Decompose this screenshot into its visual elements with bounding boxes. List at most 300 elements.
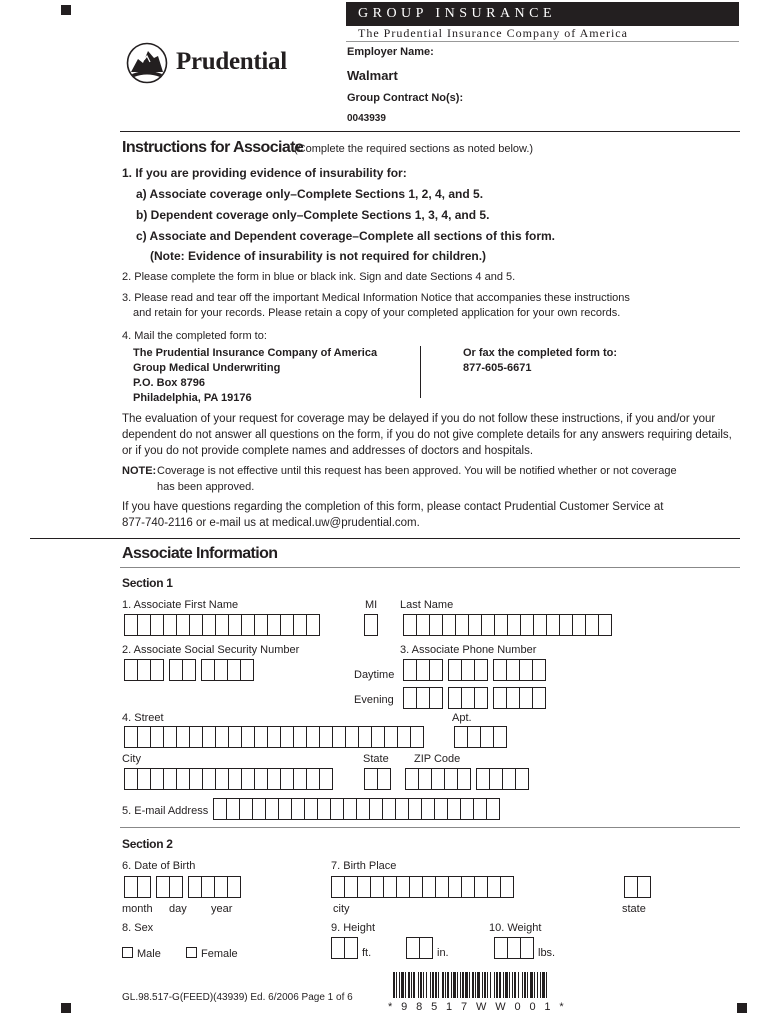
char-box[interactable] bbox=[494, 614, 508, 636]
char-box[interactable] bbox=[319, 768, 333, 790]
box-group[interactable] bbox=[201, 659, 253, 681]
char-box[interactable] bbox=[176, 726, 190, 748]
char-box[interactable] bbox=[278, 798, 292, 820]
email-boxes[interactable] bbox=[213, 798, 499, 820]
char-box[interactable] bbox=[267, 768, 281, 790]
char-box[interactable] bbox=[214, 659, 228, 681]
char-box[interactable] bbox=[520, 937, 534, 959]
char-box[interactable] bbox=[344, 937, 358, 959]
char-box[interactable] bbox=[532, 687, 546, 709]
char-box[interactable] bbox=[532, 659, 546, 681]
mail-fax-divider bbox=[420, 346, 421, 398]
barcode-bar bbox=[418, 972, 419, 998]
company-name: The Prudential Insurance Company of America bbox=[358, 26, 628, 40]
char-box[interactable] bbox=[364, 614, 378, 636]
corner-mark-bottom-right bbox=[737, 1003, 747, 1013]
char-box[interactable] bbox=[137, 614, 151, 636]
instruction-item-3-line1: 3. Please read and tear off the important Medical Information Notice that accompanies these instructions bbox=[122, 292, 630, 304]
char-box[interactable] bbox=[150, 659, 164, 681]
char-box[interactable] bbox=[493, 726, 507, 748]
char-box[interactable] bbox=[357, 876, 371, 898]
char-box[interactable] bbox=[215, 768, 229, 790]
char-box[interactable] bbox=[201, 876, 215, 898]
instructions-top-rule bbox=[120, 131, 740, 132]
box-group[interactable] bbox=[124, 876, 150, 898]
char-box[interactable] bbox=[474, 687, 488, 709]
char-box[interactable] bbox=[306, 614, 320, 636]
char-box[interactable] bbox=[124, 876, 138, 898]
dob-boxes[interactable] bbox=[124, 876, 246, 898]
char-box[interactable] bbox=[624, 876, 638, 898]
barcode-bar bbox=[435, 972, 437, 998]
char-box[interactable] bbox=[474, 659, 488, 681]
barcode-bar bbox=[445, 972, 446, 998]
box-group[interactable] bbox=[188, 876, 240, 898]
weight-boxes[interactable] bbox=[494, 937, 533, 959]
char-box[interactable] bbox=[228, 768, 242, 790]
char-box[interactable] bbox=[382, 798, 396, 820]
char-box[interactable] bbox=[448, 659, 462, 681]
char-box[interactable] bbox=[189, 768, 203, 790]
char-box[interactable] bbox=[473, 798, 487, 820]
rock-logo-icon bbox=[126, 42, 168, 84]
char-box[interactable] bbox=[254, 768, 268, 790]
char-box[interactable] bbox=[293, 614, 307, 636]
char-box[interactable] bbox=[431, 768, 445, 790]
birth-place-city-boxes[interactable] bbox=[331, 876, 513, 898]
char-box[interactable] bbox=[280, 726, 294, 748]
char-box[interactable] bbox=[331, 937, 345, 959]
weight-label: 10. Weight bbox=[489, 922, 542, 934]
evaluation-text-line: or if you do not provide complete names and addresses of doctors and hospitals. bbox=[122, 445, 534, 457]
mail-address-line: The Prudential Insurance Company of America bbox=[133, 347, 378, 359]
char-box[interactable] bbox=[291, 798, 305, 820]
barcode-bar bbox=[503, 972, 504, 998]
dob-label: 6. Date of Birth bbox=[122, 860, 196, 872]
sex-label: 8. Sex bbox=[122, 922, 154, 934]
char-box[interactable] bbox=[598, 614, 612, 636]
box-group[interactable] bbox=[403, 659, 442, 681]
mi-label: MI bbox=[365, 599, 378, 611]
char-box[interactable] bbox=[254, 726, 268, 748]
barcode-bar bbox=[393, 972, 395, 998]
ssn-boxes[interactable] bbox=[124, 659, 259, 681]
month-label: month bbox=[122, 903, 153, 915]
barcode-bar bbox=[484, 972, 486, 998]
apt-boxes[interactable] bbox=[454, 726, 506, 748]
barcode-bar bbox=[399, 972, 400, 998]
char-box[interactable] bbox=[202, 726, 216, 748]
barcode-bar bbox=[442, 972, 444, 998]
char-box[interactable] bbox=[494, 937, 508, 959]
char-box[interactable] bbox=[137, 659, 151, 681]
char-box[interactable] bbox=[546, 614, 560, 636]
char-box[interactable] bbox=[202, 768, 216, 790]
char-box[interactable] bbox=[403, 659, 417, 681]
char-box[interactable] bbox=[468, 614, 482, 636]
char-box[interactable] bbox=[169, 876, 183, 898]
char-box[interactable] bbox=[371, 726, 385, 748]
char-box[interactable] bbox=[137, 876, 151, 898]
char-box[interactable] bbox=[267, 614, 281, 636]
char-box[interactable] bbox=[585, 614, 599, 636]
char-box[interactable] bbox=[156, 876, 170, 898]
char-box[interactable] bbox=[241, 726, 255, 748]
daytime-phone-boxes[interactable] bbox=[403, 659, 551, 681]
birth-place-state-boxes[interactable] bbox=[624, 876, 650, 898]
box-group[interactable] bbox=[493, 687, 545, 709]
char-box[interactable] bbox=[169, 659, 183, 681]
char-box[interactable] bbox=[241, 614, 255, 636]
note-text-line2: has been approved. bbox=[157, 481, 255, 493]
char-box[interactable] bbox=[448, 876, 462, 898]
daytime-label: Daytime bbox=[354, 669, 395, 681]
char-box[interactable] bbox=[176, 768, 190, 790]
char-box[interactable] bbox=[332, 726, 346, 748]
char-box[interactable] bbox=[637, 876, 651, 898]
char-box[interactable] bbox=[188, 876, 202, 898]
char-box[interactable] bbox=[419, 937, 433, 959]
barcode-bar bbox=[496, 972, 498, 998]
barcode-bar bbox=[447, 972, 449, 998]
barcode-bar bbox=[482, 972, 483, 998]
char-box[interactable] bbox=[215, 726, 229, 748]
char-box[interactable] bbox=[559, 614, 573, 636]
char-box[interactable] bbox=[384, 726, 398, 748]
barcode-bar bbox=[490, 972, 491, 998]
barcode-bar bbox=[546, 972, 547, 998]
first-name-label: 1. Associate First Name bbox=[122, 599, 239, 611]
height-in-boxes[interactable] bbox=[406, 937, 432, 959]
char-box[interactable] bbox=[447, 798, 461, 820]
char-box[interactable] bbox=[228, 614, 242, 636]
char-box[interactable] bbox=[416, 614, 430, 636]
box-group[interactable] bbox=[156, 876, 182, 898]
char-box[interactable] bbox=[519, 659, 533, 681]
char-box[interactable] bbox=[254, 614, 268, 636]
char-box[interactable] bbox=[182, 659, 196, 681]
header-rule bbox=[346, 41, 739, 42]
box-group[interactable] bbox=[448, 687, 487, 709]
char-box[interactable] bbox=[418, 768, 432, 790]
char-box[interactable] bbox=[435, 876, 449, 898]
char-box[interactable] bbox=[409, 876, 423, 898]
box-group[interactable] bbox=[405, 768, 470, 790]
char-box[interactable] bbox=[572, 614, 586, 636]
instruction-item-1c: c) Associate and Dependent coverage–Complete all sections of this form. bbox=[136, 229, 555, 243]
char-box[interactable] bbox=[213, 798, 227, 820]
char-box[interactable] bbox=[429, 614, 443, 636]
birth-state-label: state bbox=[622, 903, 646, 915]
first-name-boxes[interactable] bbox=[124, 614, 319, 636]
employer-name-value: Walmart bbox=[347, 68, 398, 83]
char-box[interactable] bbox=[506, 659, 520, 681]
char-box[interactable] bbox=[124, 726, 138, 748]
char-box[interactable] bbox=[408, 798, 422, 820]
barcode-bar bbox=[499, 972, 501, 998]
char-box[interactable] bbox=[519, 687, 533, 709]
char-box[interactable] bbox=[506, 687, 520, 709]
char-box[interactable] bbox=[500, 876, 514, 898]
barcode-bar bbox=[411, 972, 412, 998]
logo-text: Prudential bbox=[176, 48, 287, 75]
box-group[interactable] bbox=[448, 659, 487, 681]
instruction-item-2: 2. Please complete the form in blue or black ink. Sign and date Sections 4 and 5. bbox=[122, 271, 516, 283]
char-box[interactable] bbox=[481, 614, 495, 636]
char-box[interactable] bbox=[202, 614, 216, 636]
char-box[interactable] bbox=[460, 798, 474, 820]
char-box[interactable] bbox=[201, 659, 215, 681]
barcode-bar bbox=[494, 972, 495, 998]
char-box[interactable] bbox=[416, 687, 430, 709]
note-text-line1: Coverage is not effective until this request has been approved. You will be notified whether or not coverage bbox=[157, 465, 677, 477]
char-box[interactable] bbox=[124, 768, 138, 790]
char-box[interactable] bbox=[304, 798, 318, 820]
char-box[interactable] bbox=[422, 876, 436, 898]
char-box[interactable] bbox=[240, 659, 254, 681]
char-box[interactable] bbox=[476, 768, 490, 790]
barcode-bar bbox=[396, 972, 397, 998]
char-box[interactable] bbox=[489, 768, 503, 790]
char-box[interactable] bbox=[124, 659, 138, 681]
char-box[interactable] bbox=[252, 798, 266, 820]
char-box[interactable] bbox=[395, 798, 409, 820]
char-box[interactable] bbox=[137, 726, 151, 748]
contact-text-line2: 877-740-2116 or e-mail us at medical.uw@prudential.com. bbox=[122, 517, 420, 529]
barcode-bar bbox=[505, 972, 508, 998]
char-box[interactable] bbox=[150, 768, 164, 790]
char-box[interactable] bbox=[429, 659, 443, 681]
lbs-unit: lbs. bbox=[538, 947, 556, 959]
height-label: 9. Height bbox=[331, 922, 376, 934]
male-checkbox[interactable] bbox=[122, 947, 133, 958]
char-box[interactable] bbox=[280, 614, 294, 636]
char-box[interactable] bbox=[405, 768, 419, 790]
box-group[interactable] bbox=[403, 687, 442, 709]
char-box[interactable] bbox=[293, 726, 307, 748]
barcode bbox=[393, 972, 633, 998]
char-box[interactable] bbox=[396, 876, 410, 898]
barcode-bar bbox=[462, 972, 464, 998]
barcode-bar bbox=[534, 972, 535, 998]
state-boxes[interactable] bbox=[364, 768, 390, 790]
char-box[interactable] bbox=[403, 687, 417, 709]
barcode-bar bbox=[465, 972, 468, 998]
instruction-item-1b: b) Dependent coverage only–Complete Sections 1, 3, 4, and 5. bbox=[136, 208, 490, 222]
barcode-bar bbox=[524, 972, 526, 998]
char-box[interactable] bbox=[397, 726, 411, 748]
char-box[interactable] bbox=[150, 726, 164, 748]
barcode-bar bbox=[512, 972, 513, 998]
char-box[interactable] bbox=[306, 726, 320, 748]
char-box[interactable] bbox=[502, 768, 516, 790]
street-label: 4. Street bbox=[122, 712, 164, 724]
barcode-bar bbox=[509, 972, 510, 998]
char-box[interactable] bbox=[434, 798, 448, 820]
employer-name-label: Employer Name: bbox=[347, 46, 434, 58]
last-name-boxes[interactable] bbox=[403, 614, 611, 636]
char-box[interactable] bbox=[331, 876, 345, 898]
barcode-bar bbox=[514, 972, 516, 998]
barcode-bar bbox=[518, 972, 519, 998]
char-box[interactable] bbox=[493, 659, 507, 681]
char-box[interactable] bbox=[520, 614, 534, 636]
char-box[interactable] bbox=[356, 798, 370, 820]
char-box[interactable] bbox=[370, 876, 384, 898]
city-boxes[interactable] bbox=[124, 768, 332, 790]
barcode-bar bbox=[451, 972, 452, 998]
char-box[interactable] bbox=[163, 768, 177, 790]
instruction-item-1-note: (Note: Evidence of insurability is not required for children.) bbox=[150, 249, 487, 263]
char-box[interactable] bbox=[306, 768, 320, 790]
barcode-bar bbox=[527, 972, 528, 998]
barcode-bar bbox=[423, 972, 424, 998]
barcode-bar bbox=[457, 972, 458, 998]
fax-number: 877-605-6671 bbox=[463, 362, 532, 374]
mi-box[interactable] bbox=[364, 614, 377, 636]
char-box[interactable] bbox=[533, 614, 547, 636]
char-box[interactable] bbox=[377, 768, 391, 790]
char-box[interactable] bbox=[467, 726, 481, 748]
char-box[interactable] bbox=[317, 798, 331, 820]
char-box[interactable] bbox=[515, 768, 529, 790]
char-box[interactable] bbox=[343, 798, 357, 820]
char-box[interactable] bbox=[507, 937, 521, 959]
char-box[interactable] bbox=[226, 798, 240, 820]
char-box[interactable] bbox=[150, 614, 164, 636]
char-box[interactable] bbox=[163, 726, 177, 748]
box-group[interactable] bbox=[169, 659, 195, 681]
char-box[interactable] bbox=[280, 768, 294, 790]
char-box[interactable] bbox=[189, 614, 203, 636]
box-group[interactable] bbox=[476, 768, 528, 790]
city-label: City bbox=[122, 753, 141, 765]
note-label: NOTE: bbox=[122, 465, 157, 477]
char-box[interactable] bbox=[176, 614, 190, 636]
char-box[interactable] bbox=[448, 687, 462, 709]
year-label: year bbox=[211, 903, 233, 915]
state-label: State bbox=[363, 753, 389, 765]
char-box[interactable] bbox=[364, 768, 378, 790]
char-box[interactable] bbox=[461, 659, 475, 681]
char-box[interactable] bbox=[293, 768, 307, 790]
char-box[interactable] bbox=[455, 614, 469, 636]
char-box[interactable] bbox=[267, 726, 281, 748]
day-label: day bbox=[169, 903, 187, 915]
corner-mark-top-left bbox=[61, 5, 71, 15]
barcode-bar bbox=[438, 972, 439, 998]
barcode-bar bbox=[420, 972, 422, 998]
char-box[interactable] bbox=[507, 614, 521, 636]
char-box[interactable] bbox=[215, 614, 229, 636]
apt-label: Apt. bbox=[452, 712, 472, 724]
phone-label: 3. Associate Phone Number bbox=[400, 644, 537, 656]
barcode-bar bbox=[540, 972, 541, 998]
char-box[interactable] bbox=[429, 687, 443, 709]
char-box[interactable] bbox=[227, 876, 241, 898]
char-box[interactable] bbox=[454, 726, 468, 748]
char-box[interactable] bbox=[265, 798, 279, 820]
char-box[interactable] bbox=[416, 659, 430, 681]
barcode-bar bbox=[413, 972, 415, 998]
box-group[interactable] bbox=[124, 659, 163, 681]
char-box[interactable] bbox=[457, 768, 471, 790]
instruction-item-3-line2: and retain for your records. Please retain a copy of your completed application for your own records. bbox=[133, 307, 621, 319]
char-box[interactable] bbox=[163, 614, 177, 636]
contact-text-line1: If you have questions regarding the completion of this form, please contact Prudential Customer Service at bbox=[122, 501, 664, 513]
char-box[interactable] bbox=[369, 798, 383, 820]
char-box[interactable] bbox=[137, 768, 151, 790]
zip-boxes[interactable] bbox=[405, 768, 534, 790]
char-box[interactable] bbox=[189, 726, 203, 748]
birth-place-label: 7. Birth Place bbox=[331, 860, 397, 872]
male-option[interactable]: Male bbox=[122, 947, 161, 961]
female-option[interactable]: Female bbox=[186, 947, 238, 961]
char-box[interactable] bbox=[358, 726, 372, 748]
in-unit: in. bbox=[437, 947, 449, 959]
char-box[interactable] bbox=[486, 798, 500, 820]
height-ft-box[interactable] bbox=[331, 937, 357, 959]
barcode-bar bbox=[472, 972, 474, 998]
char-box[interactable] bbox=[228, 726, 242, 748]
section-1-title: Section 1 bbox=[122, 576, 173, 590]
char-box[interactable] bbox=[487, 876, 501, 898]
char-box[interactable] bbox=[461, 876, 475, 898]
last-name-label: Last Name bbox=[400, 599, 454, 611]
mail-address-line: Group Medical Underwriting bbox=[133, 362, 281, 374]
char-box[interactable] bbox=[383, 876, 397, 898]
instructions-subtitle: (Complete the required sections as noted below.) bbox=[294, 143, 534, 155]
barcode-bar bbox=[487, 972, 488, 998]
char-box[interactable] bbox=[344, 876, 358, 898]
char-box[interactable] bbox=[403, 614, 417, 636]
email-label: 5. E-mail Address bbox=[122, 805, 209, 817]
char-box[interactable] bbox=[319, 726, 333, 748]
instruction-item-1a: a) Associate coverage only–Complete Sections 1, 2, 4, and 5. bbox=[136, 187, 484, 201]
char-box[interactable] bbox=[345, 726, 359, 748]
barcode-bar bbox=[537, 972, 538, 998]
associate-title-rule bbox=[120, 567, 740, 568]
char-box[interactable] bbox=[239, 798, 253, 820]
char-box[interactable] bbox=[480, 726, 494, 748]
evaluation-text-line: The evaluation of your request for coverage may be delayed if you do not follow these instructions, if you and/or your bbox=[122, 413, 716, 425]
barcode-bar bbox=[522, 972, 523, 998]
evening-phone-boxes[interactable] bbox=[403, 687, 551, 709]
barcode-text: * 9 8 5 1 7 W W 0 0 1 * bbox=[388, 1001, 567, 1013]
char-box[interactable] bbox=[444, 768, 458, 790]
char-box[interactable] bbox=[474, 876, 488, 898]
char-box[interactable] bbox=[330, 798, 344, 820]
char-box[interactable] bbox=[442, 614, 456, 636]
char-box[interactable] bbox=[214, 876, 228, 898]
char-box[interactable] bbox=[410, 726, 424, 748]
char-box[interactable] bbox=[461, 687, 475, 709]
section-2-rule bbox=[120, 827, 740, 828]
street-boxes[interactable] bbox=[124, 726, 423, 748]
char-box[interactable] bbox=[227, 659, 241, 681]
group-insurance-banner: GROUP INSURANCE bbox=[346, 2, 739, 26]
female-checkbox[interactable] bbox=[186, 947, 197, 958]
char-box[interactable] bbox=[421, 798, 435, 820]
char-box[interactable] bbox=[493, 687, 507, 709]
zip-label: ZIP Code bbox=[414, 753, 461, 765]
box-group[interactable] bbox=[493, 659, 545, 681]
char-box[interactable] bbox=[124, 614, 138, 636]
mail-address-line: P.O. Box 8796 bbox=[133, 377, 205, 389]
birth-city-label: city bbox=[333, 903, 350, 915]
char-box[interactable] bbox=[241, 768, 255, 790]
char-box[interactable] bbox=[406, 937, 420, 959]
